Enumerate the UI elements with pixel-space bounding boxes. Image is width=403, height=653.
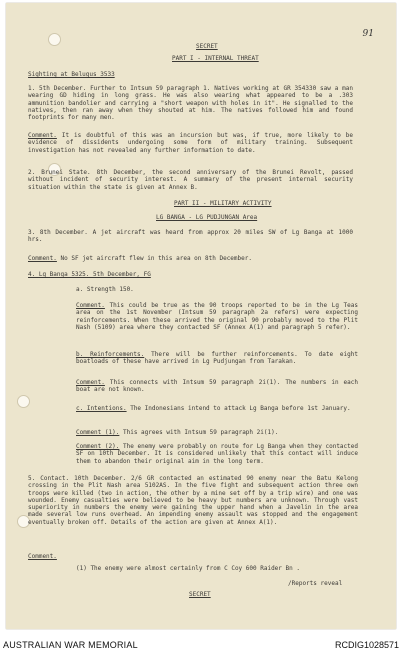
sighting-heading: Sighting at Belugus 3533 [28,71,115,78]
part-one-heading: PART I - INTERNAL THREAT [172,55,259,62]
comment-text: This connects with Intsum 59 paragraph 2i(1). The numbers in each boat are not known. [76,379,358,394]
classification-bottom: SECRET [189,591,211,598]
classification-top: SECRET [196,43,218,50]
comment-label: Comment. [28,255,57,262]
item-b-reinforcements [76,351,358,366]
comment-c1 [76,429,358,436]
comment-a [76,302,358,331]
comment-text: This agrees with Intsum 59 paragraph 2i(1). [122,429,279,436]
comment-c2 [76,443,358,465]
item-label: c. Intentions. [76,405,127,412]
paragraph-3: 3. 8th December. A jet aircraft was heard from approx 20 miles SW of Lg Banga at 1000 hrs. [28,229,353,244]
comment-label: Comment. [76,379,105,386]
comment-text: No SF jet aircraft flew in this area on 8th December. [60,255,252,262]
archive-footer [0,636,403,653]
item-c-intentions [76,405,358,412]
archive-name: AUSTRALIAN WAR MEMORIAL [3,640,138,650]
comment-text: The enemy were probably on route for Lg Banga when they contacted SF on 10th December. It is considered unlikely that this contact will induce them to abandon their original aim in the long term. [76,443,358,465]
comment-1 [28,132,353,154]
record-id: RCDIG1028571 [334,640,399,650]
comment-b [76,379,358,394]
item-text: The Indonesians intend to attack Lg Banga before 1st January. [130,405,351,412]
punch-hole [17,395,30,408]
comment-label: Comment (1). [76,429,120,436]
comment-label: Comment. [28,132,57,139]
comment-label: Comment (2). [76,443,120,450]
paragraph-5: 5. Contact. 10th December. 2/6 GR contacted an estimated 90 enemy near the Batu Kelong crossing in the Plit Nash area 5102AS. In the five fight and subsequent action three own troops were killed (two in action, the other by a mine set off by a trip wire) and one was wounded. Enemy casualties were believed to be heavy but numbers are unknown. Through vast superiority in numbers the enemy were gaining the upper hand when a Javelin in the area made several low runs overhead. An impending enemy assault was stopped and the engagement eventually broken off. Details of the action are given at Annex A(1). [28,475,358,526]
item-text: There will be further reinforcements. To date eight boatloads of these have arrived in Lg Pudjungan from Tarakan. [76,351,358,366]
comment-text: It is doubtful of this was an incursion but was, if true, more likely to be evidence of dissidents undergoing some form of military training. Subsequent investigation has not revealed any further information to date. [28,132,353,154]
paragraph-2: 2. Brunei State. 8th December, the second anniversary of the Brunei Revolt, passed without incident of security interest. A summary of the present internal security situation within the state is given at Annex B. [28,169,353,191]
comment-5-label: Comment. [28,553,57,560]
page-number: 91 [362,29,374,39]
part-two-heading: PART II - MILITARY ACTIVITY [174,200,272,207]
area-heading: LG BANGA - LG PUDJUNGAN Area [156,214,258,221]
paragraph-4: 4. Lg Banga 5325. 5th December, FG [28,271,151,278]
punch-hole [48,33,61,46]
document-page [6,3,396,629]
comment-3 [28,255,353,262]
continuation-catchword: /Reports reveal [288,580,343,587]
comment-5-text: (1) The enemy were almost certainly from C Coy 600 Raider Bn . [76,565,300,572]
paragraph-1: 1. 5th December. Further to Intsum 59 paragraph 1. Natives working at GR 354330 saw a man wearing GD hiding in long grass. He was also wearing what appeared to be a .303 ammunition bandolier and carrying a "short weapon with holes in it". He signalled to the natives, then ran away when they shouted at him. The natives followed him and found footprints for many men. [28,85,353,122]
comment-label: Comment. [76,302,105,309]
item-a-strength: a. Strength 150. [76,286,134,293]
item-label: b. Reinforcements. [76,351,145,358]
comment-text: This could be true as the 90 troops reported to be in the Lg Teas area on the 1st November (Intsum 59 paragraph 2a refers) were expecting reinforcements. When these arrived the original 90 probably moved to the Plit Nash (5109) area where they contacted SF (Annex A(1) and paragraph 5 refer). [76,302,358,331]
